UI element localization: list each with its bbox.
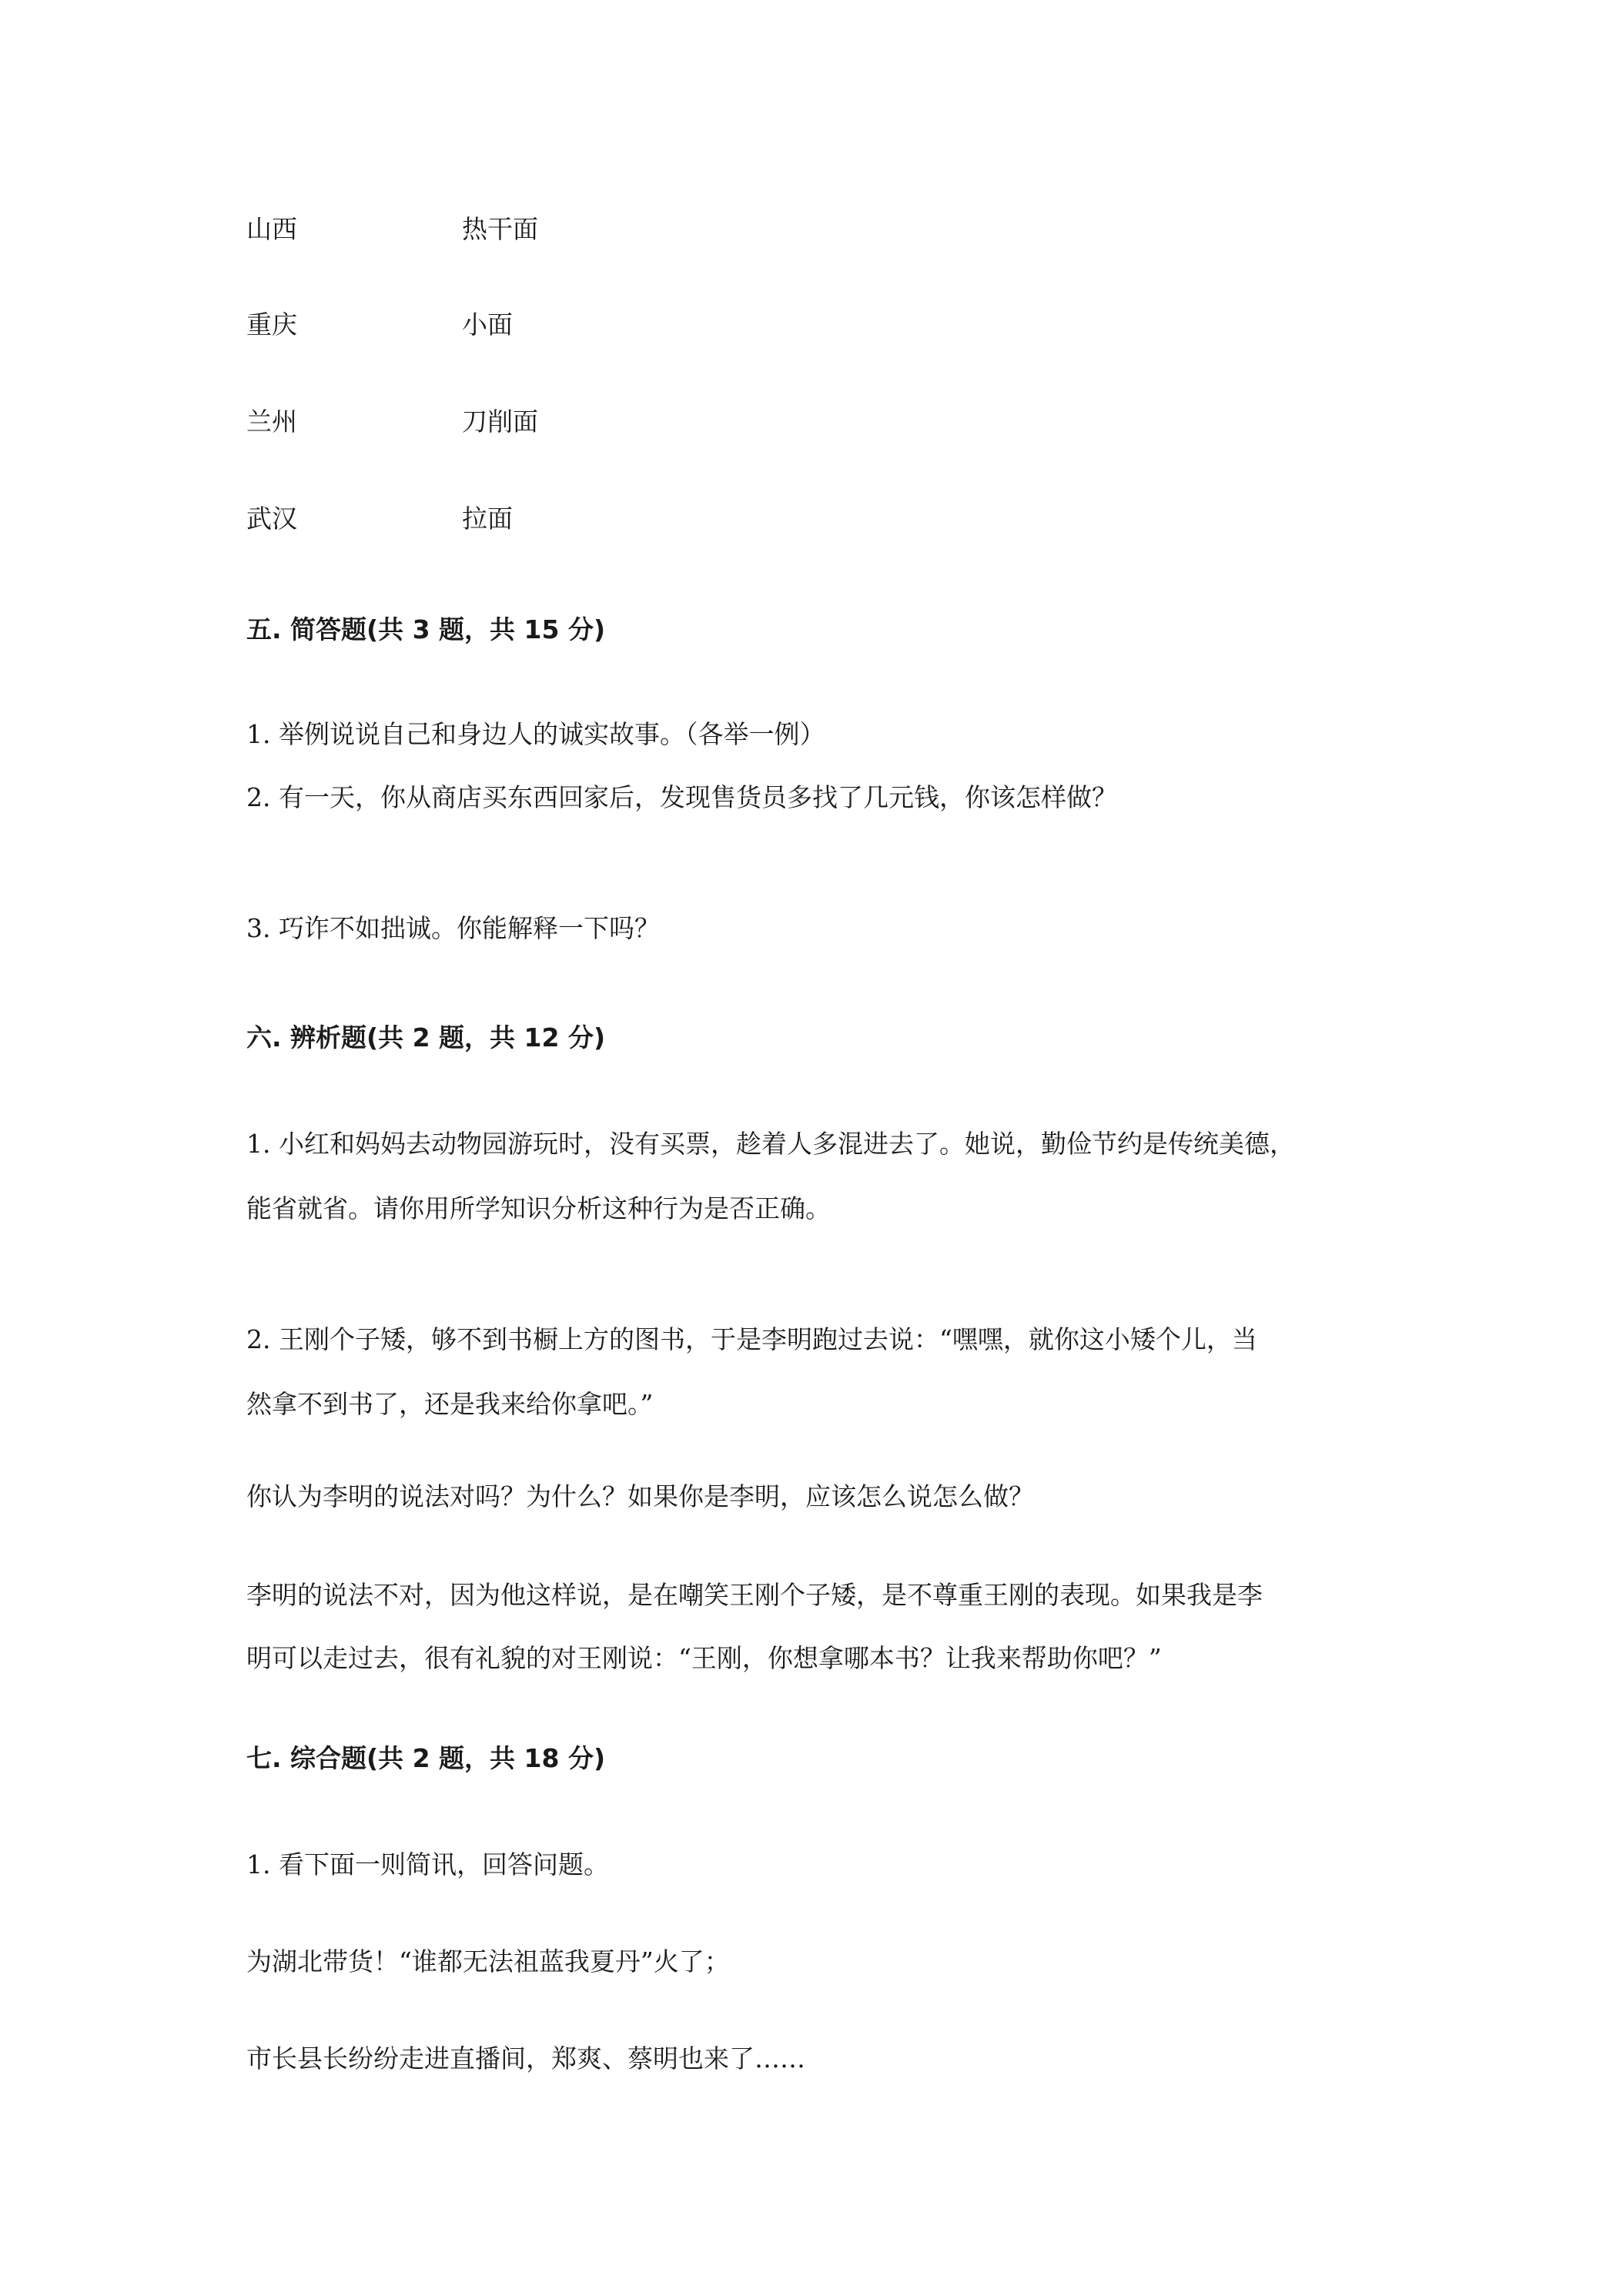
match-right-2: 小面	[462, 310, 513, 340]
section6-q1-line2: 能省就省。请你用所学知识分析这种行为是否正确。	[246, 1193, 831, 1223]
section5-q2: 2. 有一天，你从商店买东西回家后，发现售货员多找了几元钱，你该怎样做？	[246, 782, 1117, 812]
section7-news-line1: 为湖北带货！“谁都无法祖蓝我夏丹”火了；	[246, 1946, 730, 1976]
section5-q3: 3. 巧诈不如拙诚。你能解释一下吗？	[246, 913, 660, 943]
match-right-1: 热干面	[462, 214, 538, 244]
section6-q2-answer-line1: 李明的说法不对，因为他这样说，是在嘲笑王刚个子矮，是不尊重王刚的表现。如果我是李	[246, 1580, 1263, 1610]
match-left-3: 兰州	[246, 407, 297, 437]
section6-q2-answer-line2: 明可以走过去，很有礼貌的对王刚说：“王刚，你想拿哪本书？让我来帮助你吧？”	[246, 1643, 1162, 1673]
match-right-4: 拉面	[462, 504, 513, 534]
section5-q1: 1. 举例说说自己和身边人的诚实故事。（各举一例）	[246, 719, 825, 749]
section6-q1-line1: 1. 小红和妈妈去动物园游玩时，没有买票，趁着人多混进去了。她说，勤俭节约是传统美德，	[246, 1129, 1295, 1159]
section5-heading: 五. 简答题(共 3 题，共 15 分)	[246, 614, 606, 644]
section6-q2-question: 你认为李明的说法对吗？为什么？如果你是李明，应该怎么说怎么做？	[246, 1481, 1034, 1511]
section6-heading: 六. 辨析题(共 2 题，共 12 分)	[246, 1022, 606, 1053]
section7-news-line2: 市长县长纷纷走进直播间，郑爽、蔡明也来了……	[246, 2043, 805, 2073]
match-left-1: 山西	[246, 214, 297, 244]
section7-heading: 七. 综合题(共 2 题，共 18 分)	[246, 1743, 606, 1773]
section6-q2-line2: 然拿不到书了，还是我来给你拿吧。”	[246, 1389, 654, 1419]
match-left-2: 重庆	[246, 310, 297, 340]
section6-q2-line1: 2. 王刚个子矮，够不到书橱上方的图书，于是李明跑过去说：“嘿嘿，就你这小矮个儿，当	[246, 1324, 1257, 1354]
match-left-4: 武汉	[246, 504, 297, 534]
match-right-3: 刀削面	[462, 407, 538, 437]
section7-q1: 1. 看下面一则简讯，回答问题。	[246, 1849, 609, 1879]
